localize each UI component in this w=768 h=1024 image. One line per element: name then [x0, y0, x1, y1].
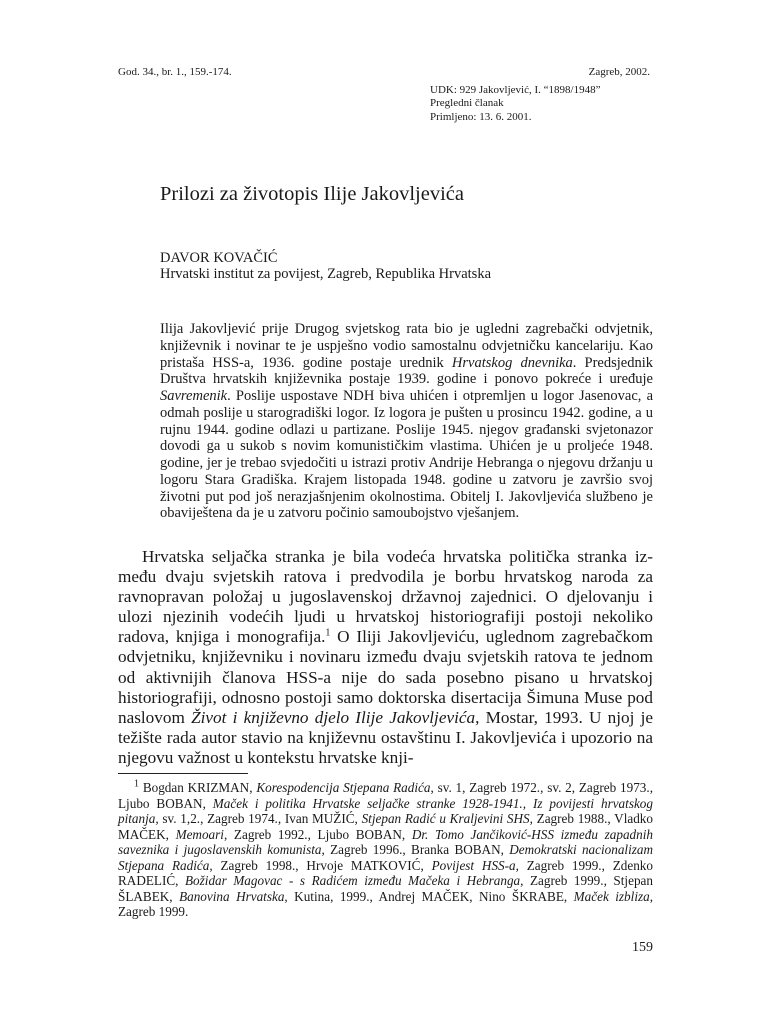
abstract-text: Ilija Jakovljević prije Drugog svjetskog rata bio je ugledni zagrebački odvjetnik, književnik i novinar te je uspješno vodio samostalnu odvjetničku kancelariju. Kao pristaša HSS-a, 1936. godine postaje urednik [160, 321, 653, 371]
footnote-number: 1 [134, 778, 139, 790]
abstract [160, 321, 653, 522]
footnote-italic: Korespodencija Stjepana Radića [256, 780, 431, 795]
footnote-italic: Povijest HSS-a [431, 857, 516, 873]
footnote-italic: Maček izbliza [573, 888, 650, 904]
footnote-italic: Maček i politika Hrvatske seljačke stranke 1928-1941., Iz povijesti hrvatskog pitanja [118, 795, 653, 826]
footnote-italic: Memoari [175, 826, 224, 842]
footnote-text: , Zagreb 1992., Ljubo BOBAN, [223, 826, 412, 842]
body-paragraph [118, 547, 653, 768]
footnote-text: Bogdan KRIZMAN, [139, 780, 257, 795]
body-italic-title: Život i književno djelo Ilije Jakovljevića [191, 707, 476, 727]
udk-code: UDK: 929 Jakovljević, I. “1898/1948” [430, 84, 601, 96]
article-type: Pregledni članak [430, 97, 504, 110]
abstract-italic-magazine: Savremenik [160, 388, 228, 404]
footnote-italic: Banovina Hrvatska [179, 888, 285, 904]
footnote-text: , Zagreb 1999., Stjepan ŠLABEK, [118, 873, 653, 904]
body-text: O Iliji Jakovljeviću, uglednom zagrebačkom odvjetniku, književniku i novinaru između dvaju svjetskih ratova te jednom od aktivnijih članova HSS-a nije do sada posebno pisano u hrvatskoj historiografiji, odnosno postoji samo doktorska disertacija Šimuna Muse pod naslovom [118, 627, 653, 727]
footnote-text: , Zagreb 1999., Zdenko RADELIĆ, [118, 857, 653, 888]
footnote-text: , Zagreb 1998., Hrvoje MATKOVIĆ, [209, 857, 432, 873]
running-header-left: God. 34., br. 1., 159.-174. [118, 66, 232, 78]
footnote-divider [118, 773, 248, 774]
author-name: DAVOR KOVAČIĆ [160, 250, 278, 266]
received-date: Primljeno: 13. 6. 2001. [430, 110, 532, 123]
running-header-right: Zagreb, 2002. [588, 66, 650, 78]
body-text: Hrvatska seljačka stranka je bila vodeća hrvatska politička stranka između dvaju svjetskih ratova i predvodila je borbu hrvatskog naroda za ravnopravan položaj u jugoslavenskoj državnoj zajednici. O djelovanju i ulozi njezinih vodećih ljudi u hrvatskoj historiografiji postoji nekoliko radova, knjiga i monografija. [118, 547, 653, 647]
body-text: , Mostar, 1993. U njoj je težište rada autor stavio na književnu ostavštinu I. Jakovljevića i upozorio na njegovu važnost u kontekstu hrvatske knji- [118, 707, 654, 767]
footnote [118, 780, 653, 920]
footnote-text: , Zagreb 1999. [118, 888, 654, 919]
footnote-italic: Božidar Magovac - s Radićem između Mačeka i Hebranga [185, 873, 521, 888]
author-affiliation: Hrvatski institut za povijest, Zagreb, Republika Hrvatska [160, 266, 492, 282]
footnote-text: , sv. 1, Zagreb 1972., sv. 2, Zagreb 1973., Ljubo BOBAN, [118, 780, 653, 811]
footnote-text: , Zagreb 1996., Branka BOBAN, [321, 842, 510, 857]
abstract-text: . Poslije uspostave NDH biva uhićen i otpremljen u logor Jasenovac, a odmah poslije u starogradiški logor. Iz logora je pušten u prosincu 1942. godine, a u rujnu 1944. godine odlazi u partizane. Poslije 1945. njegov građanski svjetonazor dovodi ga u sukob s novim komunističkim vlastima. Uhićen je u proljeće 1948. godine, jer je trebao svjedočiti u istrazi protiv Andrije Hebranga o njegovu držanju u logoru Stara Gradiška. Krajem listopada 1948. godine u zatvoru je završio svoj životni put pod još nerazjašnjenim okolnostima. Obitelj I. Jakovljevića službeno je obaviještena da je u zatvoru počinio samoubojstvo vješanjem. [160, 388, 653, 522]
footnote-text: , Zagreb 1988., Vladko MAČEK, [118, 811, 653, 842]
footnote-italic: Demokratski nacionalizam Stjepana Radića [118, 842, 654, 873]
abstract-italic-newspaper: Hrvatskog dnevnika [451, 354, 573, 371]
footnote-italic: Dr. Tomo Jančiković-HSS između zapadnih saveznika i jugoslavenskih komunista [118, 826, 653, 857]
footnote-text: , Kutina, 1999., Andrej MAČEK, Nino ŠKRABE, [284, 888, 574, 904]
abstract-text: . Predsjednik Društva hrvatskih književnika postaje 1939. godine i ponovo pokreće i uređuje [160, 354, 653, 388]
footnote-text: , sv. 1,2., Zagreb 1974., Ivan MUŽIĆ, [155, 811, 362, 826]
article-title: Prilozi za životopis Ilije Jakovljevića [160, 183, 464, 205]
classification-block [430, 84, 600, 124]
footnote-reference[interactable]: 1 [325, 627, 331, 639]
page-number: 159 [632, 940, 653, 955]
footnote-italic: Stjepan Radić u Kraljevini SHS [361, 811, 530, 826]
